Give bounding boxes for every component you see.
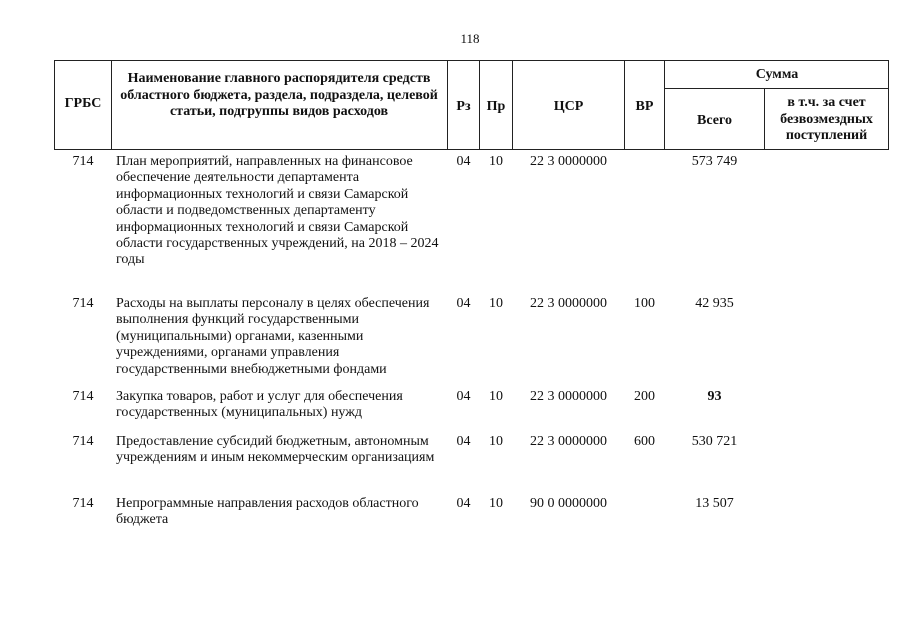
row-name: Расходы на выплаты персоналу в целях обеспечения выполнения функций государственными (муниципальными) органами, казенными учреждениями, органами управления государственными внебюджетными фондами	[116, 296, 430, 377]
row-name: Закупка товаров, работ и услуг для обеспечения государственных (муниципальных) нужд	[116, 389, 403, 421]
header-incl: в т.ч. за счет безвозмездных поступлений	[780, 95, 873, 143]
row-total: 573 749	[691, 154, 738, 169]
header-rz: Рз	[456, 99, 471, 114]
row-pr: 10	[489, 434, 503, 449]
row-rz: 04	[456, 296, 471, 311]
header-grbs: ГРБС	[64, 96, 102, 111]
header-divider	[111, 60, 112, 150]
header-pr: Пр	[486, 99, 506, 114]
row-vr: 100	[634, 296, 655, 311]
row-name: Непрограммные направления расходов областного бюджета	[116, 496, 419, 528]
header-total: Всего	[697, 113, 732, 128]
row-rz: 04	[456, 154, 471, 169]
row-pr: 10	[489, 496, 503, 511]
row-total: 530 721	[691, 434, 738, 449]
row-pr: 10	[489, 389, 503, 404]
row-csr: 22 3 0000000	[530, 154, 607, 169]
header-vr: ВР	[635, 99, 654, 114]
header-name: Наименование главного распорядителя средств областного бюджета, раздела, подраздела, целевой статьи, подгруппы видов расходов	[120, 71, 438, 119]
row-grbs: 714	[72, 296, 94, 311]
row-pr: 10	[489, 296, 503, 311]
row-csr: 90 0 0000000	[530, 496, 607, 511]
row-csr: 22 3 0000000	[530, 434, 607, 449]
header-sum: Сумма	[755, 67, 799, 82]
header-csr: ЦСР	[553, 99, 584, 114]
row-grbs: 714	[72, 496, 94, 511]
row-grbs: 714	[72, 434, 94, 449]
row-rz: 04	[456, 434, 471, 449]
row-total: 42 935	[695, 296, 734, 311]
row-rz: 04	[456, 496, 471, 511]
row-rz: 04	[456, 389, 471, 404]
row-name: Предоставление субсидий бюджетным, автономным учреждениям и иным некоммерческим организациям	[116, 434, 435, 466]
row-pr: 10	[489, 154, 503, 169]
page-number: 118	[460, 31, 480, 46]
row-vr: 600	[634, 434, 655, 449]
row-total: 93	[707, 389, 722, 404]
row-vr: 200	[634, 389, 655, 404]
row-name: План мероприятий, направленных на финансовое обеспечение деятельности департамента информационных технологий и связи Самарской области и подведомственных департаменту информационных технологий и связи Самарской области государственных учреждений, на 2018 – 2024 годы	[116, 154, 439, 268]
row-csr: 22 3 0000000	[530, 389, 607, 404]
row-csr: 22 3 0000000	[530, 296, 607, 311]
header-divider	[764, 88, 765, 150]
row-grbs: 714	[72, 389, 94, 404]
row-grbs: 714	[72, 154, 94, 169]
row-total: 13 507	[695, 496, 734, 511]
header-divider	[664, 88, 889, 89]
